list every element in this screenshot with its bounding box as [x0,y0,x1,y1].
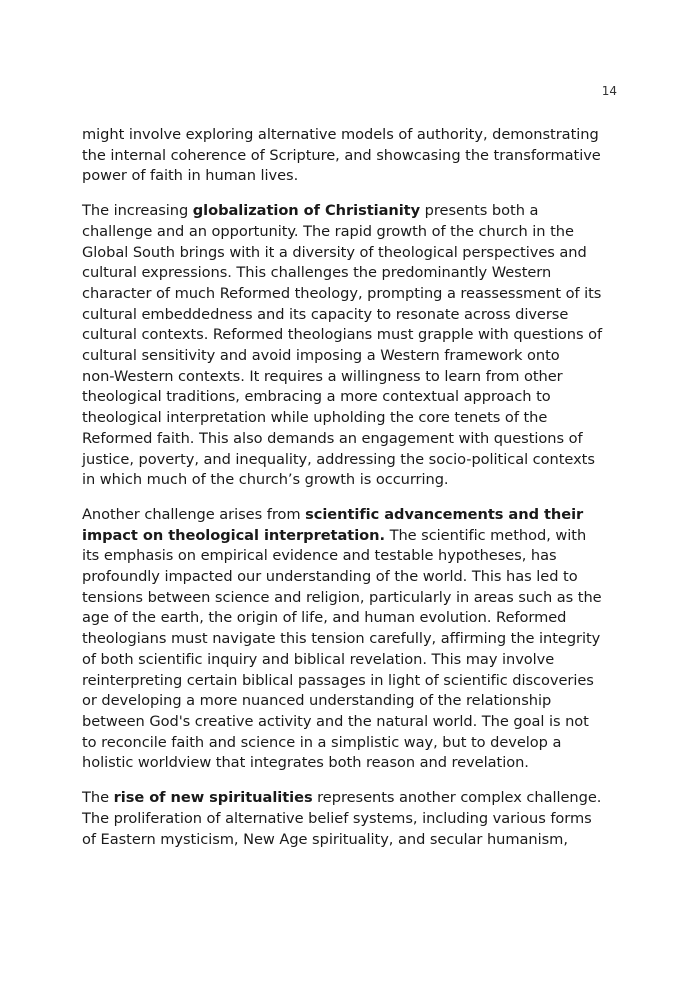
paragraph [82,505,622,774]
text-run: presents both a [420,202,539,220]
text-line [82,733,622,754]
text-run: The increasing [82,202,193,220]
text-line [82,608,622,629]
text-run: character of much Reformed theology, prompting a reassessment of its [82,284,602,302]
text-run: The scientific method, with [384,526,587,544]
text-run: non-Western contexts. It requires a willingness to learn from other [82,367,563,385]
text-run: in which much of the church’s growth is occurring. [82,471,449,489]
text-line [82,650,622,671]
text-run: reinterpreting certain biblical passages in light of scientific discoveries [82,671,594,689]
text-line [82,567,622,588]
text-line [82,788,622,809]
text-run: of Eastern mysticism, New Age spirituality, and secular humanism, [82,830,568,848]
text-run: challenge and an opportunity. The rapid growth of the church in the [82,222,574,240]
text-line [82,305,622,326]
text-run: Another challenge arises from [82,505,306,523]
text-run: Reformed faith. This also demands an engagement with questions of [82,429,583,447]
text-line [82,753,622,774]
text-line [82,671,622,692]
text-line [82,146,622,167]
page-body [82,125,622,864]
text-run: profoundly impacted our understanding of the world. This has led to [82,568,578,586]
text-line [82,546,622,567]
text-run: theological interpretation while upholding the core tenets of the [82,409,548,427]
text-line [82,830,622,851]
text-line [82,367,622,388]
text-run: between God's creative activity and the natural world. The goal is not [82,712,589,730]
text-run: Global South brings with it a diversity of theological perspectives and [82,243,587,261]
text-run: cultural expressions. This challenges the predominantly Western [82,264,552,282]
text-run: The [82,789,114,807]
bold-phrase: rise of new spiritualities [113,789,313,807]
text-line [82,346,622,367]
bold-phrase: globalization of Christianity [192,202,421,220]
text-line [82,505,622,526]
text-run: its emphasis on empirical evidence and testable hypotheses, has [82,547,557,565]
text-run: theological traditions, embracing a more contextual approach to [82,388,551,406]
text-run: age of the earth, the origin of life, and human evolution. Reformed [82,609,567,627]
text-run: represents another complex challenge. [312,789,602,807]
text-run: justice, poverty, and inequality, addressing the socio-political contexts [82,450,595,468]
text-run: to reconcile faith and science in a simplistic way, but to develop a [82,733,562,751]
text-run: might involve exploring alternative models of authority, demonstrating [82,126,599,143]
text-line [82,526,622,547]
text-line [82,222,622,243]
text-run: power of faith in human lives. [82,167,299,185]
text-line [82,712,622,733]
text-run: cultural contexts. Reformed theologians must grapple with questions of [82,326,603,344]
text-line [82,284,622,305]
text-line [82,450,622,471]
text-line [82,325,622,346]
text-line [82,691,622,712]
text-run: cultural sensitivity and avoid imposing a Western framework onto [82,347,560,365]
text-line [82,125,622,146]
bold-phrase: impact on theological interpretation. [82,526,385,544]
text-line [82,387,622,408]
text-line [82,629,622,650]
text-run: theologians must navigate this tension carefully, affirming the integrity [82,630,601,648]
text-line [82,263,622,284]
text-run: of both scientific inquiry and biblical revelation. This may involve [82,650,555,668]
text-line [82,588,622,609]
text-line [82,470,622,491]
text-line [82,201,622,222]
text-run: holistic worldview that integrates both reason and revelation. [82,754,529,772]
text-line [82,243,622,264]
paragraph [82,201,622,491]
text-line [82,809,622,830]
text-line [82,429,622,450]
text-run: the internal coherence of Scripture, and showcasing the transformative [82,146,601,164]
bold-phrase: scientific advancements and their [305,505,584,523]
page-number: 14 [601,84,617,98]
paragraph [82,125,622,187]
text-line [82,408,622,429]
text-run: The proliferation of alternative belief systems, including various forms [82,809,592,827]
text-run: cultural embeddedness and its capacity to resonate across diverse [82,305,569,323]
text-run: or developing a more nuanced understanding of the relationship [82,692,552,710]
text-run: tensions between science and religion, particularly in areas such as the [82,588,602,606]
text-line [82,166,622,187]
paragraph [82,788,622,850]
